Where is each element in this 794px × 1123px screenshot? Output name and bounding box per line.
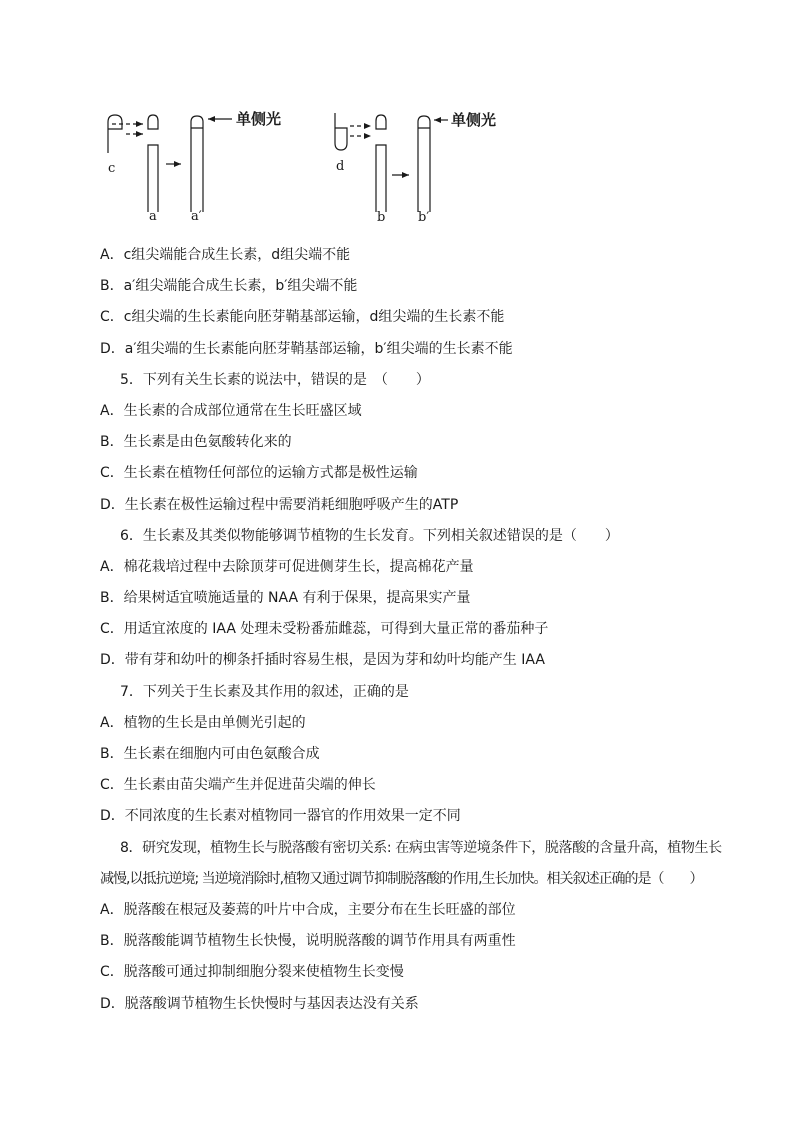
coleoptile-a-prime: [191, 116, 203, 212]
q7-option-b: B．生长素在细胞内可由色氨酸合成: [100, 746, 320, 762]
right-experiment-group: [335, 113, 448, 212]
q6-option-d: D．带有芽和幼叶的柳条扦插时容易生根，是因为芽和幼叶均能产生 IAA: [100, 652, 545, 669]
q8-stem-line-1: 8．研究发现，植物生长与脱落酸有密切关系: 在病虫害等逆境条件下，脱落酸的含量升高，植物生长: [120, 839, 722, 856]
coleoptile-c: [108, 115, 122, 153]
q4-option-c: C．c组尖端的生长素能向胚芽鞘基部运输，d组尖端的生长素不能: [100, 309, 505, 326]
q5-option-a: A．生长素的合成部位通常在生长旺盛区域: [100, 402, 362, 419]
q6-option-a: A．棉花栽培过程中去除顶芽可促进侧芽生长，提高棉花产量: [100, 558, 474, 575]
q8-stem-line-2: 减慢,以抵抗逆境; 当逆境消除时,植物又通过调节抑制脱落酸的作用,生长加快。相关叙述正确的是（ ）: [100, 870, 703, 887]
label-c: c: [108, 161, 116, 176]
label-d: d: [336, 159, 345, 174]
q6-option-b: B．给果树适宜喷施适量的 NAA 有利于保果，提高果实产量: [100, 590, 471, 607]
q4-option-a: A．c组尖端能合成生长素，d组尖端不能: [100, 247, 351, 263]
question-text: [0, 240, 794, 1020]
q5-option-d: D．生长素在极性运输过程中需要消耗细胞呼吸产生的ATP: [100, 496, 459, 513]
coleoptile-d: [335, 113, 347, 150]
q8-option-b: B．脱落酸能调节植物生长快慢，说明脱落酸的调节作用具有两重性: [100, 933, 516, 950]
q7-stem: 7．下列关于生长素及其作用的叙述，正确的是: [120, 683, 409, 700]
q8-option-a: A．脱落酸在根冠及萎蔫的叶片中合成，主要分布在生长旺盛的部位: [100, 901, 516, 918]
label-b-prime: b′: [418, 210, 430, 225]
q4-option-b: B．a′组尖端能合成生长素，b′组尖端不能: [100, 278, 358, 295]
coleoptile-b-prime: [418, 116, 430, 212]
q8-option-c: C．脱落酸可通过抑制细胞分裂来使植物生长变慢: [100, 964, 404, 981]
q7-option-c: C．生长素由苗尖端产生并促进苗尖端的伸长: [100, 777, 376, 794]
q7-option-a: A．植物的生长是由单侧光引起的: [100, 714, 306, 731]
label-b: b: [377, 210, 386, 225]
label-a-prime: a′: [191, 209, 202, 224]
q5-option-c: C．生长素在植物任何部位的运输方式都是极性运输: [100, 465, 418, 482]
coleoptile-stump-a: [148, 145, 158, 212]
q4-option-d: D．a′组尖端的生长素能向胚芽鞘基部运输，b′组尖端的生长素不能: [100, 340, 513, 357]
label-unilateral-light-left: 单侧光: [236, 110, 282, 128]
coleoptile-experiment-figure: [0, 0, 794, 232]
q8-option-d: D．脱落酸调节植物生长快慢时与基因表达没有关系: [100, 995, 419, 1012]
q5-stem: 5．下列有关生长素的说法中，错误的是 （ ）: [120, 371, 430, 388]
label-unilateral-light-right: 单侧光: [451, 111, 497, 129]
left-experiment-group: [108, 115, 232, 212]
label-a: a: [149, 209, 157, 224]
tip-cap-a: [148, 115, 158, 129]
q6-option-c: C．用适宜浓度的 IAA 处理未受粉番茄雌蕊，可得到大量正常的番茄种子: [100, 621, 549, 638]
coleoptile-stump-b: [376, 145, 386, 212]
tip-cap-b: [376, 115, 386, 129]
q7-option-d: D．不同浓度的生长素对植物同一器官的作用效果一定不同: [100, 808, 461, 825]
q6-stem: 6．生长素及其类似物能够调节植物的生长发育。下列相关叙述错误的是（ ）: [120, 527, 619, 544]
q5-option-b: B．生长素是由色氨酸转化来的: [100, 434, 292, 451]
